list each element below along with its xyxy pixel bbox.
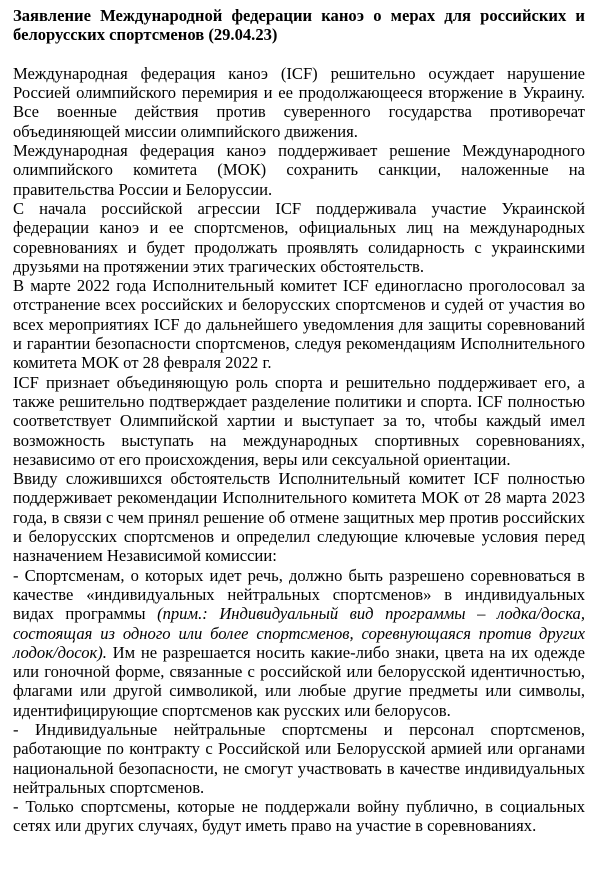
paragraph-ukraine-support: С начала российской агрессии ICF поддерживала участие Украинской федерации каноэ и ее спортсменов, официальных лиц на международных соревнованиях и будет продолжать проявлять солидарность с украинскими друзьями на протяжении этих трагических обстоятельств. <box>13 198 585 276</box>
paragraph-icf-condemnation: Международная федерация каноэ (ICF) решительно осуждает нарушение Россией олимпийского перемирия и ее продолжающееся вторжение в Украину. Все военные действия против суверенного государства противоречат объединяющей миссии олимпийского движения. <box>13 63 585 141</box>
paragraph-executive-committee-decision: Ввиду сложившихся обстоятельств Исполнительный комитет ICF полностью поддерживает рекомендации Исполнительного комитета МОК от 28 марта 2023 года, в связи с чем принял решение об отмене защитных мер против российских и белорусских спортсменов и определил следующие ключевые условия перед назначением Независимой комиссии: <box>13 469 585 566</box>
paragraph-condition-military-contract: - Индивидуальные нейтральные спортсмены и персонал спортсменов, работающие по контракту с Российской или Белорусской армией или органами национальной безопасности, не смогут участвовать в качестве индивидуальных нейтральных спортсменов. <box>13 719 585 797</box>
condition-neutral-athletes-text: - Спортсменам, о которых идет речь, должно быть разрешено соревноваться в качестве «индивидуальных нейтральных спортсменов» в индивидуальных видах программы <box>13 565 585 624</box>
paragraph-condition-neutral-athletes <box>13 566 585 720</box>
paragraph-march-2022-suspension: В марте 2022 года Исполнительный комитет ICF единогласно проголосовал за отстранение всех российских и белорусских спортсменов и судей от участия во всех мероприятиях ICF до дальнейшего уведомления для защиты соревнований и гарантии безопасности спортсменов, следуя рекомендациям Исполнительного комитета МОК от 28 февраля 2022 г. <box>13 276 585 373</box>
document-title: Заявление Международной федерации каноэ о мерах для российских и белорусских спортсменов (29.04.23) <box>13 6 585 45</box>
paragraph-condition-no-war-support: - Только спортсмены, которые не поддержали войну публично, в социальных сетях или других случаях, будут иметь право на участие в соревнованиях. <box>13 797 585 836</box>
document-page <box>13 6 585 836</box>
condition-neutral-athletes-tail: Им не разрешается носить какие-либо знаки, цвета на их одежде или гоночной форме, связанные с российской или белорусской идентичностью, флагами или другой символикой, или любые другие предметы или символы, идентифицирующие спортсменов как русских или белорусов. <box>13 642 585 720</box>
condition-neutral-athletes-note: (прим.: Индивидуальный вид программы – лодка/доска, состоящая из одного или более спортсменов, соревнующаяся против других лодок/досок). <box>13 604 585 662</box>
paragraph-ioc-sanctions: Международная федерация каноэ поддерживает решение Международного олимпийского комитета (МОК) сохранить санкции, наложенные на правительства России и Белоруссии. <box>13 141 585 199</box>
paragraph-sport-politics: ICF признает объединяющую роль спорта и решительно поддерживает его, а также решительно подтверждает разделение политики и спорта. ICF полностью соответствует Олимпийской хартии и выступает за то, чтобы каждый имел возможность выступать на международных спортивных соревнованиях, независимо от его происхождения, веры или сексуальной ориентации. <box>13 372 585 469</box>
